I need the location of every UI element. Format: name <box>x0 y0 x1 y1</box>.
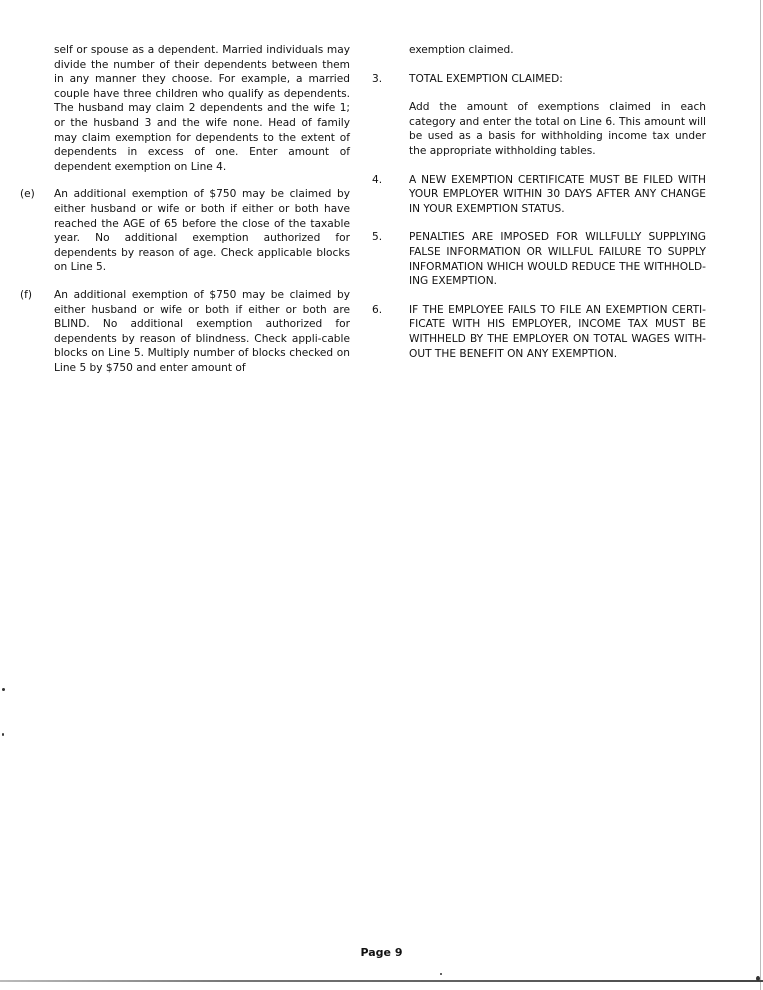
item-e-text: An additional exemption of $750 may be claimed by either husband or wife or both if either or both have reached the AGE of 65 before the close of the taxable year. No additional exemption authorized for dependents by reason of age. Check applicable blocks on Line 5. <box>54 188 350 274</box>
right-column <box>372 43 706 361</box>
item-f-marker: (f) <box>20 288 32 301</box>
item-5 <box>372 230 706 288</box>
scan-edge-bottom <box>0 980 763 982</box>
scan-speck <box>2 688 5 691</box>
item-3-body: Add the amount of exemptions claimed in each category and enter the total on Line 6. This amount will be used as a basis for withholding income tax under the appropriate withholding tables. <box>409 101 706 157</box>
right-continuation-paragraph: exemption claimed. <box>409 44 514 56</box>
item-f <box>20 288 350 376</box>
item-4-marker: 4. <box>372 173 383 186</box>
left-continuation-paragraph: self or spouse as a dependent. Married individuals may divide the number of their dependents between them in any manner they choose. For example, a married couple have three children who qualify as dependents. The husband may claim 2 dependents and the wife 1; or the husband 3 and the wife none. Head of family may claim exemption for dependents to the extent of dependents in excess of one. Enter amount of dependent exemption on Line 4. <box>54 44 350 173</box>
item-e <box>20 187 350 275</box>
scan-speck <box>440 973 442 975</box>
item-3-heading: TOTAL EXEMPTION CLAIMED: <box>409 72 563 85</box>
item-6-text: IF THE EMPLOYEE FAILS TO FILE AN EXEMPTION CERTI-FICATE WITH HIS EMPLOYER, INCOME TAX MUST BE WITHHELD BY THE EMPLOYER ON TOTAL WAGES WITH-OUT THE BENEFIT ON ANY EXEMPTION. <box>409 303 706 360</box>
item-6 <box>372 303 706 361</box>
scan-edge-right <box>760 0 761 990</box>
item-5-text: PENALTIES ARE IMPOSED FOR WILLFULLY SUPPLYING FALSE INFORMATION OR WILLFUL FAILURE TO SUPPLY INFORMATION WHICH WOULD REDUCE THE WITHHOLD-ING EXEMPTION. <box>409 231 706 288</box>
item-3-marker: 3. <box>372 72 383 85</box>
item-5-marker: 5. <box>372 231 383 244</box>
left-column <box>20 43 350 375</box>
item-e-marker: (e) <box>20 188 35 201</box>
item-f-text: An additional exemption of $750 may be claimed by either husband or wife or both if either or both are BLIND. No additional exemption authorized for dependents by reason of blindness. Check appli-cable blocks on Line 5. Multiply number of blocks checked on Line 5 by $750 and enter amount of <box>54 288 350 374</box>
item-4 <box>372 173 706 217</box>
page-number: Page 9 <box>360 946 403 959</box>
item-4-text: A NEW EXEMPTION CERTIFICATE MUST BE FILED WITH YOUR EMPLOYER WITHIN 30 DAYS AFTER ANY CHANGE IN YOUR EXEMPTION STATUS. <box>409 173 706 215</box>
item-3 <box>372 72 706 87</box>
scan-speck <box>2 733 4 736</box>
item-6-marker: 6. <box>372 303 383 316</box>
scan-speck <box>756 976 760 981</box>
